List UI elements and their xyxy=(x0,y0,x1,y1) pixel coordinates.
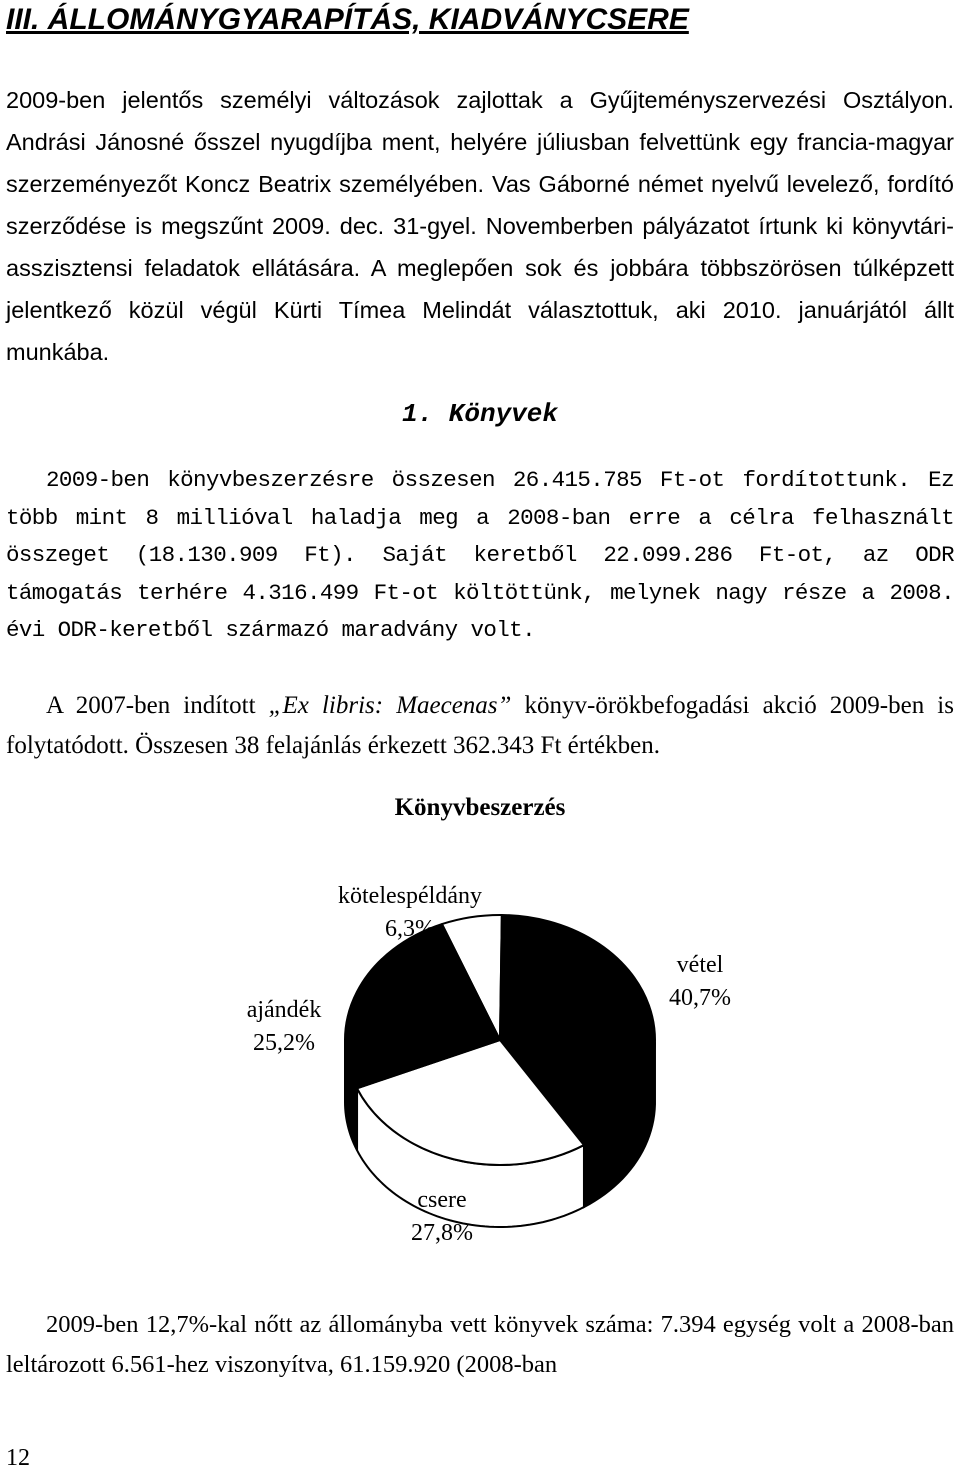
ex-libris-text-after: könyv-örökbefogadási akció 2009-ben is folytatódott. Összesen 38 felajánlás érkezett 362.343 Ft értékben. xyxy=(6,692,954,759)
pie-group xyxy=(345,915,655,1227)
ex-libris-italic-title: „Ex libris: Maecenas” xyxy=(268,692,512,719)
slice-value-koteles: 6,3% xyxy=(385,916,435,942)
slice-label-vetel xyxy=(630,949,770,1015)
slice-name-koteles: kötelespéldány xyxy=(338,883,482,909)
slice-value-vetel: 40,7% xyxy=(669,985,731,1011)
slice-label-koteles xyxy=(310,880,510,946)
slice-name-vetel: vétel xyxy=(676,952,724,978)
page-number: 12 xyxy=(6,1445,30,1471)
paragraph-stock-growth xyxy=(6,1305,954,1384)
slice-value-ajandek: 25,2% xyxy=(253,1030,315,1056)
ex-libris-text-before: A 2007-ben indított xyxy=(46,692,269,719)
slice-label-csere xyxy=(372,1184,512,1250)
slice-name-ajandek: ajándék xyxy=(246,997,322,1023)
slice-name-csere: csere xyxy=(417,1187,467,1213)
slice-label-ajandek xyxy=(214,994,354,1060)
paragraph-book-acquisition-text: 2009-ben könyvbeszerzésre összesen 26.415.785 Ft-ot fordítottunk. Ez több mint 8 millióval haladja meg a 2008-ban erre a célra felhasznált összeget (18.130.909 Ft). Saját keretből 22.099.286 Ft-ot, az ODR támogatás terhére 4.316.499 Ft-ot költöttünk, melynek nagy része a 2008. évi ODR-keretből származó maradvány volt. xyxy=(6,467,954,643)
section-heading-books: 1. Könyvek xyxy=(401,399,559,429)
paragraph-stock-growth-text: 2009-ben 12,7%-kal nőtt az állományba vett könyvek száma: 7.394 egység volt a 2008-ban leltározott 6.561-hez viszonyítva, 61.159.920 (2008-ban xyxy=(6,1311,954,1378)
chart-title: Könyvbeszerzés xyxy=(394,794,566,821)
paragraph-staff-changes: 2009-ben jelentős személyi változások zajlottak a Gyűjteményszervezési Osztályon. Andrási Jánosné ősszel nyugdíjba ment, helyére júliusban felvettünk egy francia-magyar szerzeményezőt Koncz Beatrix személyében. Vas Gáborné német nyelvű levelező, fordító szerződése is megszűnt 2009. dec. 31-gyel. Novemberben pályázatot írtunk ki könyvtári-asszisztensi feladatok ellátására. A meglepően sok és jobbára többszörösen túlképzett jelentkező közül végül Kürti Tímea Melindát választottuk, aki 2010. januárjától állt munkába. xyxy=(6,87,954,365)
slice-value-csere: 27,8% xyxy=(411,1220,473,1246)
chapter-title: III. ÁLLOMÁNYGYARAPÍTÁS, KIADVÁNYCSERE xyxy=(6,3,689,36)
